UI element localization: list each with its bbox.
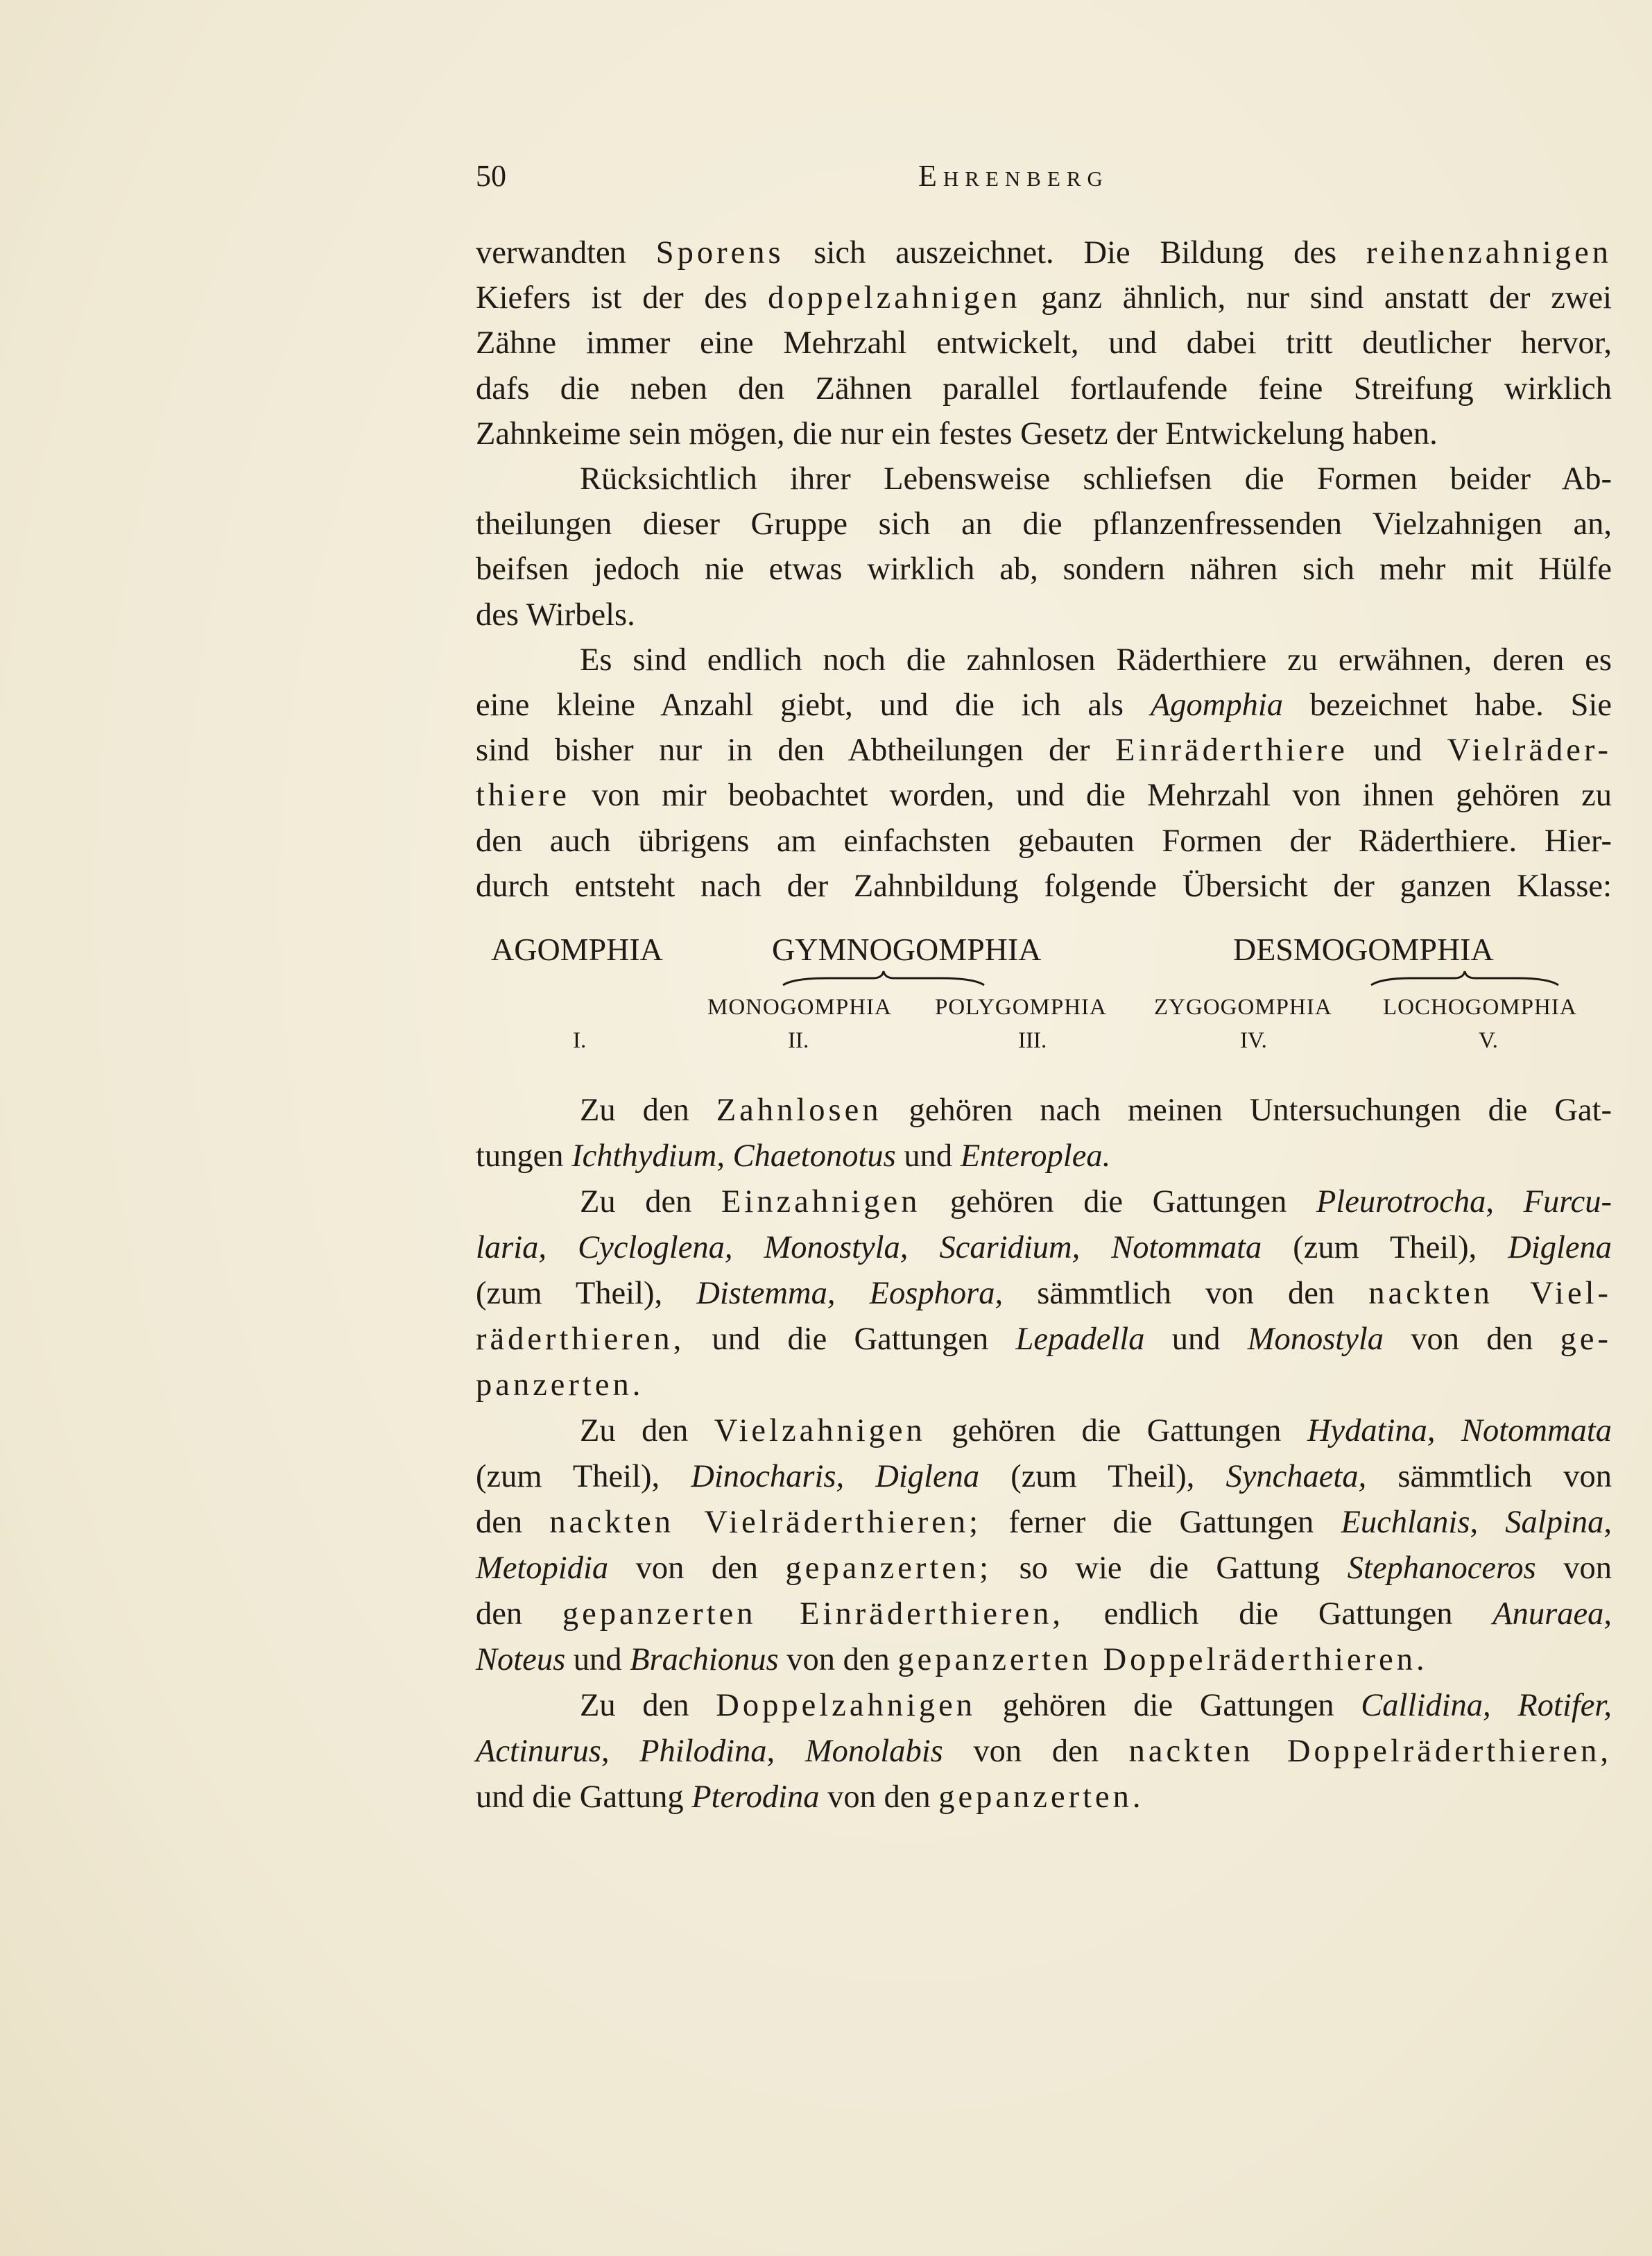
text-line: Noteus und Brachionus von den gepanzerten Doppelräderthieren. [476,1642,1428,1677]
text-line: Metopidia von den gepanzerten; so wie die Gattung Stephanoceros von [476,1550,1612,1586]
text-line: Zähne immer eine Mehrzahl entwickelt, und dabei tritt deutlicher hervor, [476,325,1612,361]
subgroup-zygogomphia: ZYGOGOMPHIA [1154,995,1332,1020]
text-line: den gepanzerten Einräderthieren, endlich die Gattungen Anuraea, [476,1596,1612,1632]
text-line: Zu den Vielzahnigen gehören die Gattungen Hydatina, Notommata [580,1413,1612,1449]
text-line: Rücksichtlich ihrer Lebensweise schliefsen die Formen beider Ab- [580,461,1612,497]
text-line: theilungen dieser Gruppe sich an die pflanzenfressenden Vielzahnigen an, [476,506,1612,542]
body-text-bottom [476,1088,1612,1820]
numeral-1: I. [573,1028,587,1053]
numeral-5: V. [1479,1028,1498,1053]
numeral-3: III. [1018,1028,1047,1053]
text-line: Kiefers ist der des doppelzahnigen ganz ähnlich, nur sind anstatt der zwei [476,280,1612,316]
subgroup-polygomphia: POLYGOMPHIA [935,995,1107,1020]
text-line: Zu den Einzahnigen gehören die Gattungen Pleurotrocha, Furcu- [580,1184,1612,1220]
text-line: dafs die neben den Zähnen parallel fortlaufende feine Streifung wirklich [476,370,1612,407]
text-line: den auch übrigens am einfachsten gebauten Formen der Räderthiere. Hier- [476,823,1612,859]
text-line: tungen Ichthydium, Chaetonotus und Enteroplea. [476,1138,1111,1174]
numeral-4: IV. [1240,1028,1267,1053]
text-line: Actinurus, Philodina, Monolabis von den nackten Doppelräderthieren, [476,1734,1612,1769]
text-line: laria, Cycloglena, Monostyla, Scaridium, Notommata (zum Theil), Diglena [476,1230,1612,1265]
brace-desmogomphia [1368,968,1562,989]
text-line: beifsen jedoch nie etwas wirklich ab, sondern nähren sich mehr mit Hülfe [476,552,1612,588]
text-line: Zahnkeime sein mögen, die nur ein festes Gesetz der Entwickelung haben. [476,416,1438,452]
text-line: thiere von mir beobachtet worden, und die Mehrzahl von ihnen gehören zu [476,778,1612,814]
text-line: verwandten Sporens sich auszeichnet. Die Bildung des reihenzahnigen [476,235,1612,271]
body-text-top [476,230,1612,909]
text-line: Zu den Doppelzahnigen gehören die Gattungen Callidina, Rotifer, [580,1688,1612,1723]
text-line: Es sind endlich noch die zahnlosen Räderthiere zu erwähnen, deren es [580,642,1612,678]
subgroup-monogomphia: MONOGOMPHIA [707,995,892,1020]
text-line: den nackten Vielräderthieren; ferner die Gattungen Euchlanis, Salpina, [476,1505,1612,1540]
brace-gymnogomphia [780,968,988,989]
group-gymnogomphia: GYMNOGOMPHIA [772,932,1042,967]
running-head: Ehrenberg [918,159,1109,193]
page-header [476,158,1652,207]
text-line: (zum Theil), Distemma, Eosphora, sämmtlich von den nackten Viel- [476,1276,1612,1311]
text-line: (zum Theil), Dinocharis, Diglena (zum Theil), Synchaeta, sämmtlich von [476,1459,1612,1494]
group-agomphia: AGOMPHIA [491,932,663,967]
text-line: panzerten. [476,1367,644,1403]
classification-overview [476,925,1612,1078]
text-line: durch entsteht nach der Zahnbildung folgende Übersicht der ganzen Klasse: [476,868,1612,904]
numeral-2: II. [788,1028,809,1053]
page-number: 50 [476,159,506,193]
text-line: räderthieren, und die Gattungen Lepadella und Monostyla von den ge- [476,1322,1612,1357]
group-desmogomphia: DESMOGOMPHIA [1233,932,1494,967]
text-line: Zu den Zahnlosen gehören nach meinen Untersuchungen die Gat- [580,1093,1612,1128]
text-line: und die Gattung Pterodina von den gepanzerten. [476,1779,1144,1815]
text-line: des Wirbels. [476,597,635,633]
subgroup-lochogomphia: LOCHOGOMPHIA [1383,995,1577,1020]
text-line: eine kleine Anzahl giebt, und die ich als Agomphia bezeichnet habe. Sie [476,687,1612,724]
text-line: sind bisher nur in den Abtheilungen der Einräderthiere und Vielräder- [476,733,1612,769]
